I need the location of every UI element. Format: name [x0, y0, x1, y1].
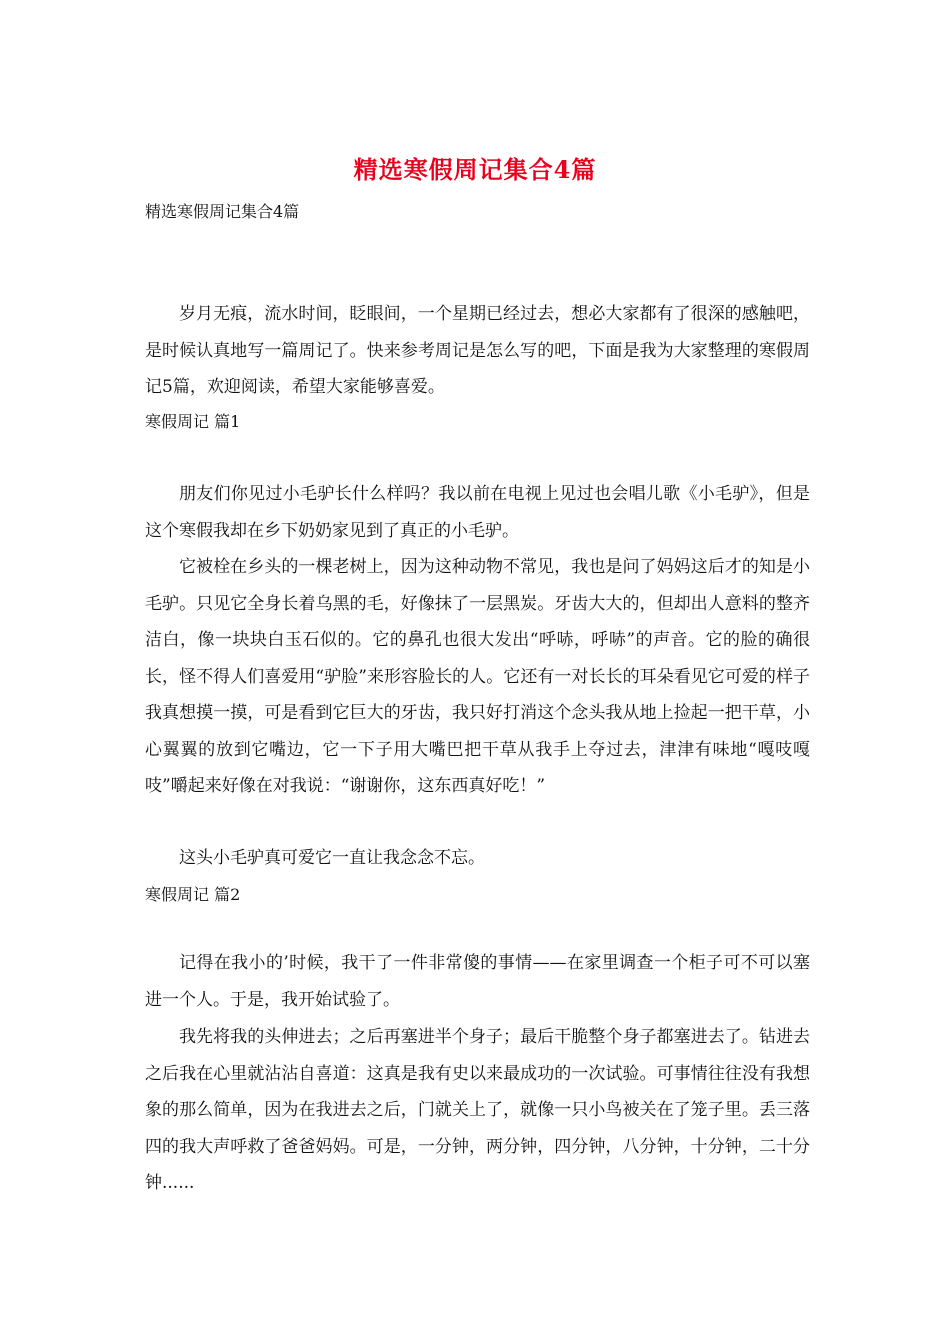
section-1-paragraph-1: 朋友们你见过小毛驴长什么样吗？我以前在电视上见过也会唱儿歌《小毛驴》，但是这个寒假我却在乡下奶奶家见到了真正的小毛驴。 [145, 484, 810, 541]
section-2-paragraph-2: 我先将我的头伸进去；之后再塞进半个身子；最后干脆整个身子都塞进去了。钻进去之后我在心里就沾沾自喜道：这真是我有史以来最成功的一次试验。可事情往往没有我想象的那么简单，因为在我进去之后，门就关上了，就像一只小鸟被关在了笼子里。丢三落四的我大声呼救了爸爸妈妈。可是，一分钟，两分钟，四分钟，八分钟，十分钟，二十分钟...... [145, 1027, 810, 1193]
section-heading-1: 寒假周记 篇1 [145, 412, 241, 431]
document-subtitle: 精选寒假周记集合4篇 [145, 202, 300, 221]
section-heading-2: 寒假周记 篇2 [145, 885, 241, 904]
document-title: 精选寒假周记集合4篇 [353, 155, 597, 184]
section-1-paragraph-3: 这头小毛驴真可爱它一直让我念念不忘。 [179, 848, 485, 868]
section-1-paragraph-2: 它被栓在乡头的一棵老树上，因为这种动物不常见，我也是问了妈妈这后才的知是小毛驴。只见它全身长着乌黑的毛，好像抹了一层黑炭。牙齿大大的，但却出人意料的整齐洁白，像一块块白玉石似的。它的鼻孔也很大发出“呼哧，呼哧”的声音。它的脸的确很长，怪不得人们喜爱用“驴脸”来形容脸长的人。它还有一对长长的耳朵看见它可爱的样子我真想摸一摸，可是看到它巨大的牙齿，我只好打消这个念头我从地上捡起一把干草，小心翼翼的放到它嘴边，它一下子用大嘴巴把干草从我手上夺过去，津津有味地“嘎吱嘎吱”嚼起来好像在对我说：“谢谢你，这东西真好吃！” [145, 557, 810, 796]
section-2-paragraph-1: 记得在我小的’时候，我干了一件非常傻的事情——在家里调查一个柜子可不可以塞进一个人。于是，我开始试验了。 [145, 953, 810, 1010]
intro-paragraph: 岁月无痕，流水时间，眨眼间，一个星期已经过去，想必大家都有了很深的感触吧，是时候认真地写一篇周记了。快来参考周记是怎么写的吧，下面是我为大家整理的寒假周记5篇，欢迎阅读，希望大家能够喜爱。 [145, 304, 810, 397]
